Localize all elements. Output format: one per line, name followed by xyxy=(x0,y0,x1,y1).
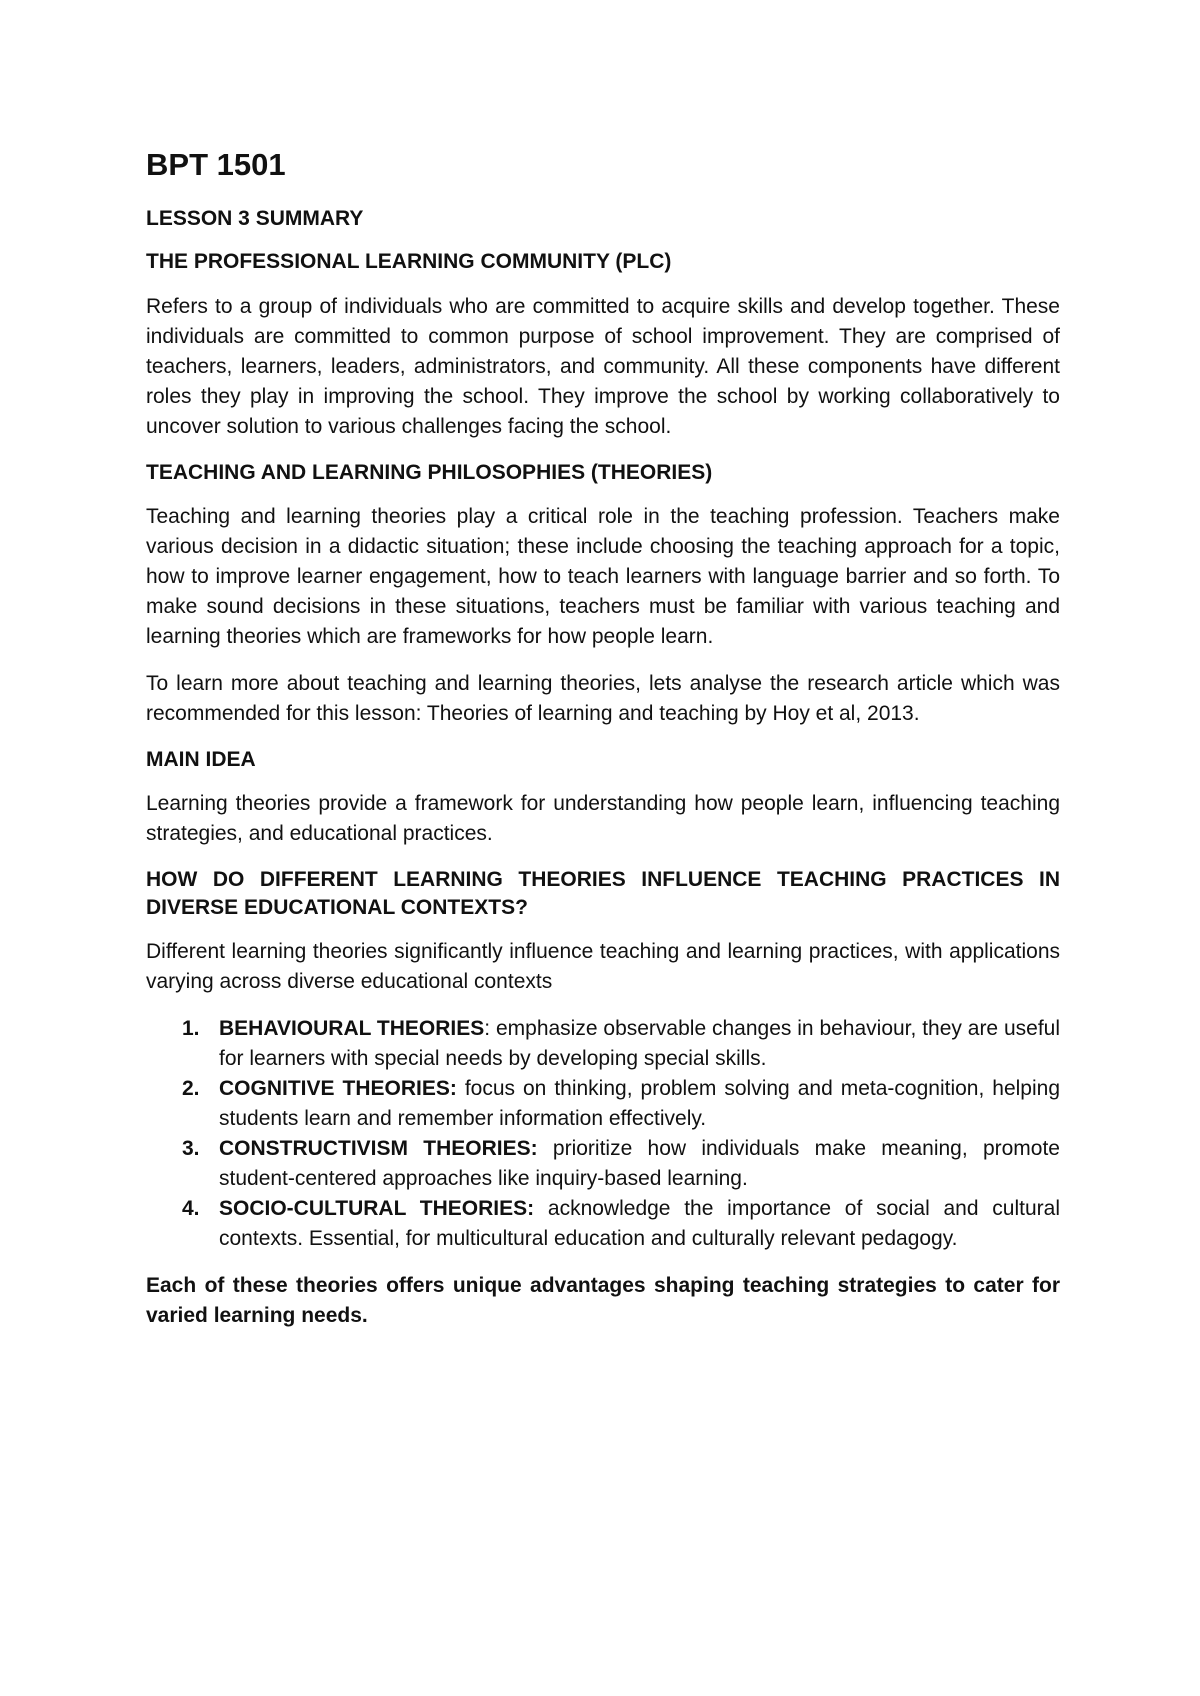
theory-description: focus on thinking, problem solving and meta-cognition, helping students learn and remember information effectively. xyxy=(219,1076,1061,1130)
theories-list xyxy=(146,1014,1060,1254)
theory-term: BEHAVIOURAL THEORIES xyxy=(219,1016,485,1040)
theory-description: acknowledge the importance of social and cultural contexts. Essential, for multicultural education and culturally relevant pedagogy. xyxy=(219,1196,1060,1250)
theory-description: prioritize how individuals make meaning, promote student-centered approaches like inquiry-based learning. xyxy=(219,1136,1060,1190)
list-item xyxy=(146,1134,1060,1194)
philosophies-heading: TEACHING AND LEARNING PHILOSOPHIES (THEORIES) xyxy=(146,460,713,484)
closing-statement: Each of these theories offers unique advantages shaping teaching strategies to cater for varied learning needs. xyxy=(146,1273,1060,1327)
list-item-number: 2. xyxy=(182,1076,200,1100)
list-item xyxy=(146,1074,1060,1134)
theory-description: : emphasize observable changes in behaviour, they are useful for learners with special needs by developing special skills. xyxy=(219,1016,1061,1070)
theory-term: CONSTRUCTIVISM THEORIES: xyxy=(219,1136,538,1160)
plc-heading: THE PROFESSIONAL LEARNING COMMUNITY (PLC) xyxy=(146,250,672,274)
philosophies-paragraph-2: To learn more about teaching and learning theories, lets analyse the research article which was recommended for this lesson: Theories of learning and teaching by Hoy et al, 2013. xyxy=(146,672,1060,726)
theory-term: SOCIO-CULTURAL THEORIES: xyxy=(219,1196,535,1220)
list-item-number: 4. xyxy=(182,1196,200,1220)
main-idea-heading: MAIN IDEA xyxy=(146,748,256,772)
plc-paragraph: Refers to a group of individuals who are committed to acquire skills and develop together. These individuals are committed to common purpose of school improvement. They are comprised of teachers, learners, leaders, administrators, and community. All these components have different roles they play in improving the school. They improve the school by working collaboratively to uncover solution to various challenges facing the school. xyxy=(146,294,1060,438)
lesson-title: LESSON 3 SUMMARY xyxy=(146,207,364,231)
main-idea-paragraph: Learning theories provide a framework for understanding how people learn, influencing teaching strategies, and educational practices. xyxy=(146,792,1060,846)
document-page xyxy=(146,146,1060,1331)
question-heading: HOW DO DIFFERENT LEARNING THEORIES INFLUENCE TEACHING PRACTICES IN DIVERSE EDUCATIONAL CONTEXTS? xyxy=(146,868,1060,919)
list-item xyxy=(146,1194,1060,1254)
course-code-title: BPT 1501 xyxy=(146,147,286,182)
question-intro-paragraph: Different learning theories significantly influence teaching and learning practices, with applications varying across diverse educational contexts xyxy=(146,939,1060,993)
philosophies-paragraph-1: Teaching and learning theories play a critical role in the teaching profession. Teachers make various decision in a didactic situation; these include choosing the teaching approach for a topic, how to improve learner engagement, how to teach learners with language barrier and so forth. To make sound decisions in these situations, teachers must be familiar with various teaching and learning theories which are frameworks for how people learn. xyxy=(146,505,1060,649)
list-item-number: 1. xyxy=(182,1016,200,1040)
theory-term: COGNITIVE THEORIES: xyxy=(219,1076,457,1100)
list-item-number: 3. xyxy=(182,1136,200,1160)
list-item xyxy=(146,1014,1060,1074)
